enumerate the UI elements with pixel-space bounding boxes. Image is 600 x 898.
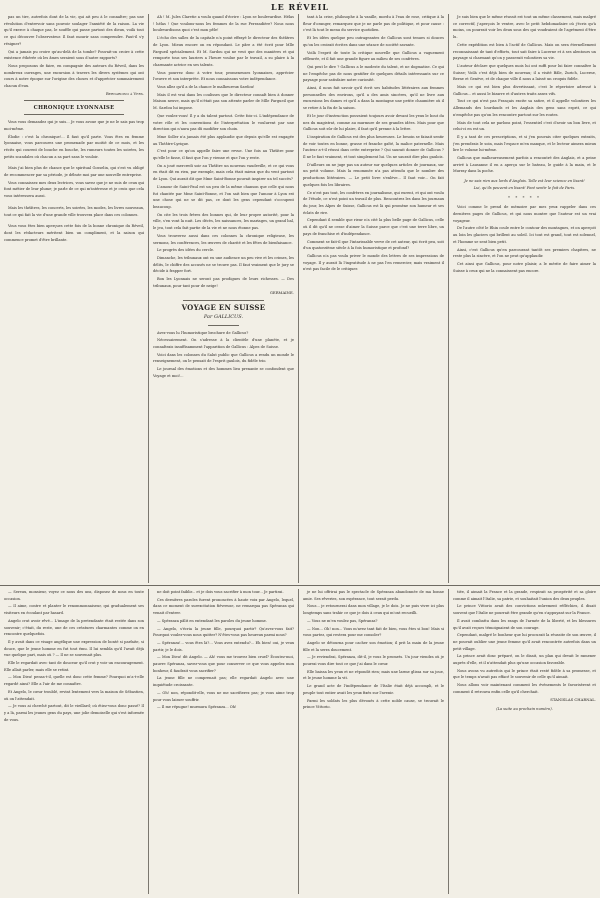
paragraph: Comment se fait-il que l'intarissable verve de cet auteur, qui écrit peu, soit d'un quatorzième siècle à la fois humoristique et profond? bbox=[303, 239, 444, 251]
paragraph: Il y avait dans ce visage angélique une expression de bonté si parfaite, si douce, que le jeune homme en fut tout ému. Il lui sembla qu'il l'avait déjà vue quelque part, mais où ? — Il ne se souvenait plus. bbox=[4, 639, 144, 658]
paragraph: Parmi les soldats les plus dévoués à cette noble cause, se trouvait le prince Vittorio. bbox=[303, 698, 444, 710]
column-rule bbox=[298, 14, 299, 583]
paragraph: Nous... je retournerai dans mon village, je le dois. Je ne puis vivre ici plus longtemps sans trahir ce que je dois à ceux qui m'ont recueilli. bbox=[303, 604, 444, 616]
paragraph: Cependant il semble que rieur n'a cité la plus belle page de Gallicus, celle où il dit qu'il ne cesse d'aimer la Suisse parce que c'est une terre libre, un pays de franchise et d'indépendance. bbox=[303, 218, 444, 236]
paragraph: On a joué mercredi soir au Théâtre un nouveau vaudeville, et ce qui vous en était dit en rien, par exemple, mais cela était mieux que du vent partout de Lyon. Qui aurait dit que Mme Saint-Bonne pouvait inspirer un tel succès? bbox=[153, 163, 294, 182]
paragraph: — Il me répugne! murmura Spéranza... Oh! bbox=[157, 705, 237, 710]
paragraph: Vous pourrez donc à votre tour, promeneuses lyonnaises, apprécier l'œuvre et son interprète. Et nous connaissons votre indépendance. bbox=[153, 70, 294, 82]
paragraph: — Oh! non, répondit-elle, vous ne me sacrifierez pas; je vous aime trop pour vous laisser souffrir. bbox=[153, 690, 294, 702]
paragraph: Et Angelo, le cœur troublé, revint lentement vers la maison de Sébastien, où on l'attendait. bbox=[4, 689, 144, 701]
paragraph: Ainsi, il nous fait savoir qu'il écrit ses habitudes littéraires aux femmes personnelles des environs, qu'il a des amis sincères, qu'il ne livre aux excursions les dames et qu'il a dans la montagne une petite chaumière où il se retire à la fin de la saison. bbox=[303, 86, 444, 111]
paragraph: Qui a jamais pu croire qu'au-delà de la tombe? Pouvait-on croire à cette existence éthérée où les âmes seraient sous d'autre rapports? bbox=[4, 49, 144, 61]
paragraph: Voici dans les colonnes du Salut public que Gallicus a rendu un monde le renseignement, on le pensait de l'esprit gaulois, du fidèle trio. bbox=[153, 352, 294, 364]
paragraph: D'ailleurs on ne juge pas un auteur sur quelques articles de journaux, sur un petit volume. Mais la renommée n'a pas attendu que le nombre des productions littéraires. — Le petit livre s'enlève... Il faut voir... On fait quelques fois les libraires. bbox=[303, 162, 444, 187]
column-rule bbox=[298, 589, 299, 894]
paragraph: La prince avait donc préparé, on le disait, un plan qui devait le ramener auprès d'elle, et il n'attendait plus qu'une occasion favorable. bbox=[453, 654, 596, 666]
paragraph: — Vous ne m'en voulez pas, Spéranza? bbox=[307, 618, 378, 623]
paragraph: — Spéranza!... vous êtes là?... Vous avez entendu?... Eh bien! oui, je veux partir, je le dois. bbox=[153, 640, 294, 652]
verse: Je ne sais rien aux lords d'Anglais. Telle est leur science en lisant! Lui, qu'ils peuvent en lisant! Font sentir le fait de Paris. bbox=[464, 179, 585, 190]
top-section bbox=[0, 14, 600, 583]
paragraph: Le grand acte de l'indépendance de l'Italie était déjà accompli, et le peuple tout entier avait les yeux fixés sur l'avenir. bbox=[303, 684, 444, 695]
top-column-4 bbox=[453, 14, 596, 583]
paragraph: Nous proposons de faire, en compagnie des auteurs du Réveil, dans les nombreux ouvrages, une excursion à travers les divers systèmes qui ont cours à notre époque sur l'origine des choses et d'apprécier sommairement chacun d'eux. bbox=[4, 63, 144, 89]
paragraph: — Non... Oh! non... Vous m'avez tant fait de bien, vous êtes si bon! Mais si vous partez, qui restera pour me consoler? bbox=[303, 626, 444, 638]
section-divider bbox=[0, 585, 600, 586]
top-column-1 bbox=[4, 14, 144, 583]
paragraph: Il y a tant de ces prescriptions, et si j'en pouvais citer quelques extraits, j'en prendrais le soin, mais l'espace m'en manque, et le lecteur aimera mieux lire le volume lui-même. bbox=[453, 134, 596, 153]
paragraph: Elle le regardait avec tant de douceur qu'il crut y voir un encouragement. Elle allait parler, mais elle se retint. bbox=[4, 661, 144, 672]
bottom-column-2 bbox=[153, 589, 294, 894]
column-rule bbox=[148, 14, 149, 583]
paragraph: Voilà l'esprit de toute la critique nouvelle que Gallicus a vaguement effleurée, et il fait une grande figure au milieu de ses confrères. bbox=[303, 50, 444, 62]
paragraph: Elle baissa les yeux et ne répondit rien; mais une larme glissa sur sa joue, et le jeune homme la vit. bbox=[303, 669, 444, 681]
paragraph: L'inspiration de Gallicus est des plus heureuses. Le besoin se faisait sentir de voir toutes en bonne, grasse et franche gaîté, la malice paternelle. Mais l'auteur a-t-il réussi dans cette entreprise ? Qui saurait donner de Gallicus ? Il ne le faut vraiment, et tout simplement lui. Un ne saurait dire plus gaulois. bbox=[303, 134, 444, 160]
paragraph: Ce n'est pas tout, les confrères en journalisme, qui eurent, et qui ont voulu de l'étude, ce n'est point un travail de plus. Rencontrez les dans les journaux du jour, les Alpes de Suisse, Gallicus est là qui promène son humeur et ses éclats de rire. bbox=[303, 190, 444, 215]
paragraph: On cite les trois frères des bonnes qui, de leur propre autorité, pour la ville, s'en vont la nuit. Les décès, les naissances, les mariages, un grand bal, le jeu, tout cela fait partie de la vie et ne nous étonne pas. bbox=[153, 212, 294, 231]
paragraph: — Mon Dieu! pensa-t-il, quelle est donc cette femme? Pourquoi m'a-t-elle regardé ainsi? Elle a l'air de me connaître. bbox=[4, 675, 144, 687]
paragraph: Vous vous êtes bien aperçues cette fois de la bonne chronique du Réveil, dont les rédacteurs méritent bien un compliment, et la saison qui commence promet d'être brillante. bbox=[4, 224, 144, 242]
paragraph: Angelo se détourna pour cacher son émotion; il prit la main de la jeune fille et la serra doucement. bbox=[303, 640, 444, 652]
paragraph: Tout ce qui n'est pas Français excite sa satire, et il appelle volontiers les Allemands des lourdauds et les Anglais des gens sans esprit, ce qui n'empêche pas qu'on les rencontre partout sur les routes. bbox=[453, 99, 596, 117]
paragraph: Que voulez-vous! Il y a du talent partout. Cette fois-ci. L'indépendance de votre rôle et les conventions de l'interprétation le voulurent par une direction qui n'aura pas dû modifier son choix. bbox=[153, 113, 294, 132]
paragraph: Ainsi, c'est Gallicus qu'en parcourant tantôt ses premiers chapitres, ne reste plus la sincère, et l'on ne peut qu'applaudir. bbox=[453, 247, 596, 259]
paragraph: L'amour de Saint-Paul est un peu de la même chanson que celle qui nous fut chantée par Mme Saint-Bonne, et l'on sait bien que l'amour à Lyon est une chose qui ne se dit pas, ce dont les gens cependant s'occupent beaucoup. bbox=[153, 184, 294, 209]
paragraph: Vous vous demandez qui je suis... Je vous avoue que je ne le sais pas trop moi-même. bbox=[4, 120, 144, 131]
paragraph: Bon les Lyonnais ne seront pas prodigues de leurs richesses. — Des tribunaux, pour tant pour de neige! bbox=[153, 277, 294, 288]
paragraph: Vous trouverez aussi dans ces colonnes la chronique religieuse, les sermons, les conférences, les œuvres de charité et les fêtes de bienfaisance. bbox=[153, 233, 294, 245]
paragraph: Et les idées quelque peu outrageantes de Gallicus sont tenues si douces qu'on les croirait écrites dans une séance de société savante. bbox=[303, 36, 444, 47]
separator bbox=[24, 100, 124, 101]
section-subhead: Par GALLICUS. bbox=[203, 313, 244, 320]
bottom-column-3 bbox=[303, 589, 444, 894]
paragraph: — Je vous ai cherché partout, dit le vieillard; où étiez-vous donc passé? Il y a là, parmi les jeunes gens du pays, une jolie demoiselle qui s'est informée de vous. bbox=[4, 704, 144, 722]
paragraph: tiée, il aimait la France et la grande, respirait sa prospérité et sa gloire comme il aimait l'Italie, sa patrie, et souhaitait l'union des deux peuples. bbox=[453, 590, 596, 601]
column-rule bbox=[448, 14, 449, 583]
paragraph: De l'autre côté le Rhin coule entre le contour des montagnes, et on aperçoit au loin les glaciers qui brillent au soleil. Ici tout est grand, tout est solennel, et l'homme se sent bien petit. bbox=[453, 226, 596, 244]
top-column-3 bbox=[303, 14, 444, 583]
paragraph: tant à la crise, philosophe à la vanille, mordu à l'eau de rose, critique à la fleur d'oranger, remarquez que je ne parle pas de politique, et pour cause : c'est là tout le menu du service quotidien. bbox=[303, 15, 444, 33]
paragraph: ne doit point faiblir... et je dois vous sacrifier à mon tour... Je partirai. bbox=[157, 590, 284, 594]
paragraph: Le prince Vittorio avait des convictions mûrement réfléchies, il disait souvent que l'Italie ne pourrait être grande qu'en s'appuyant sur la France. bbox=[453, 604, 596, 616]
column-rule bbox=[448, 589, 449, 894]
paragraph: Il avait combattu dans les rangs de l'armée de la liberté, et les blessures qu'il avait reçues témoignaient de son courage. bbox=[453, 618, 596, 630]
paragraph: Vous connaissez mes deux lectrices, vous savez que je ne suis de ceux qui font métier de leur plume; je parle de ce qui m'intéresse et je crois que cela vous intéressera aussi. bbox=[4, 180, 144, 199]
paragraph: Le progrès des idées du cercle. bbox=[157, 248, 215, 253]
separator bbox=[183, 300, 264, 301]
paragraph: Élodie : c'est la chronique!... Il faut qu'il parte. Vous êtes en femme lyonnaise, vous parcourez une promenade par moitié de ce mois, et les récits qui courent de bouche en bouche, les rumeurs toutes les soirées, les petits scandales où chacun a sa part sans le vouloir. bbox=[4, 134, 144, 159]
signature: Bernardino à Vers. bbox=[106, 90, 144, 96]
paragraph: Gallicus n'a pas voulu priver le monde des lettres de ses impressions de voyage. Il y aurait là l'ingratitude à ne pas l'en remercier, mais vraiment il n'est pas facile de le critiquer. bbox=[303, 253, 444, 272]
paragraph: Cet ainsi que Gallicus, pour notre plaisir, a le mérite de faire aimer la Suisse à ceux qui ne la connaissent pas encore. bbox=[453, 261, 596, 273]
paragraph: je ne lui offrirai pas le spectacle de Spéranza abandonnée de ma bonne amie. Ses rêveries, son espérance, tout serait perdu. bbox=[303, 590, 444, 601]
paragraph: L'écho des salles de la capitale n'a point effrayé le directeur des théâtres de Lyon. Mieux encore on en répondant. Le pâre a été écrit pour Mlle Fargueil spécialement. Et M. Sardou qui ne veut que des manières et qui remporte tous ses lauriers a l'heure voulue par le travail, a su plaire à la charmante actrice en ses talents. bbox=[153, 36, 294, 67]
separator bbox=[208, 325, 239, 326]
paragraph: Le journal des émotions et des hommes lieu prenante se confondent que Voyage et moi!... bbox=[153, 367, 294, 378]
bottom-column-1 bbox=[4, 589, 144, 894]
paragraph: Mais de tout cela ne parlons point, l'essentiel c'est d'avoir un bon livre, et celui-ci en est un. bbox=[453, 120, 596, 132]
paragraph: Nous allons voir maintenant comment les événements le favorisèrent et comment il retrouva enfin celle qu'il cherchait. bbox=[453, 683, 596, 694]
paragraph: Je suis bien que le même réussit est tout un même classement, mais malgré ce correctif, j'aperçois le ventre, avec le petit hebdomadaire où j'écris qu'à moins, on pourrait voir les deux sous des qui voudraient de l'agrément d'être lu. bbox=[453, 15, 596, 40]
paragraph: Voici comme le prend de mémoire par mes yeux rappeler dans ces dernières pages de Gallicus, et qui nous montre que l'auteur est un vrai voyageur. bbox=[453, 205, 596, 223]
masthead-title: LE RÉVEIL bbox=[271, 2, 329, 12]
separator bbox=[24, 114, 124, 115]
paragraph: Gallicus que malheureusement parfois a rencontré des Anglais, et a peine arrivé à Lausanne il en a aperçu sur le bateau, le guide à la main, et le Murray dans la poche. bbox=[453, 156, 596, 174]
paragraph: Mais les théâtres, les concerts, les soirées, les modes, les livres nouveaux, tout ce qui fait la vie d'une grande ville trouvera place dans ces colonnes. bbox=[4, 205, 144, 217]
paragraph: — Mon Dieu! dit Angelo. — Ah! vous me trouvez bien cruel? Écoutez-moi, pauvre Spéranza, savez-vous que pour conserver ce que vous appelez mon bonheur, il faudrait vous sacrifier? bbox=[153, 655, 294, 673]
paragraph: Dimanche, les tribunaux ont eu une audience un peu vive et les crimes, les délits, le chiffre des accusés ne se trouve pas. Il faut vraiment que le jury se décide à frapper fort. bbox=[153, 255, 294, 274]
paragraph: Cependant, malgré le bonheur que lui procurait la réussite de son œuvre, il ne pouvait oublier une jeune femme qu'il avait rencontrée autrefois dans un petit village. bbox=[453, 633, 596, 651]
paragraph: Ah ! M. Jules Claretie a voulu quand d'écrire : Lyon se boulevardise. Hélas ! hélas ! Que voulons-nous les femmes de la rue Ferrandière? Nous nous boulevardisons quoi c'est mon pêle! bbox=[153, 15, 294, 33]
paragraph: — Spéranza pâlit en entendant les paroles du jeune homme. bbox=[157, 618, 267, 623]
continuation-note: (La suite au prochain numéro). bbox=[496, 707, 553, 712]
ornament: * * * * * bbox=[507, 194, 542, 200]
paragraph: Mme Soller n'a jamais été plus applaudie que depuis qu'elle est engagée au Théâtre-Lyrique. bbox=[153, 134, 294, 146]
paragraph: Nous avons vu autrefois qui le prince était resté fidèle à sa promesse, et que le temps n'avait pas effacé le souvenir de celle qu'il aimait. bbox=[453, 668, 596, 680]
paragraph: Angelo crut avoir rêvé... L'image de la pretendante était restée dans son souvenir; c'était, du reste, une de ces créatures charmantes comme on en rencontre quelquefois. bbox=[4, 618, 144, 637]
paragraph: Vous allez qu'il a de la chance le malheureux Sardou! bbox=[157, 85, 255, 90]
section-headline: CHRONIQUE LYONNAISE bbox=[33, 105, 115, 112]
paragraph: pas un tire, autrefois dont de la vie, qui ait peu à le connaître; pas une révolution d'entrevoir sans pouvoir soulager l'anxiété de la raison. La vie qu'il exerce à chaque pas, le souffle qui passe partout des dieux, voilà tout ce qui découvre l'observateur. Il faut mourir sans comprendre. Faut-il s'y résigner? bbox=[4, 15, 144, 46]
paragraph: L'auteur déclare que quelques mois lui ont suffi pour lui faire connaître la Suisse; Voilà c'est déjà bien de nouveau; il a visité Bâle, Zurich, Lucerne, Berne et Genève, et de chaque ville il nous a laissé un croquis fidèle. bbox=[453, 63, 596, 82]
paragraph: Avez-vous lu l'humoristique brochure de Gallicus? bbox=[157, 330, 249, 335]
paragraph: Mais j'ai bien plus de chance que le spiritual Gosselin, qui s'est vu obligé de recommencer par sa période, je débute moi par une nouvelle entreprise. bbox=[4, 166, 144, 178]
top-column-2 bbox=[153, 14, 294, 583]
paragraph: Mais il est vrai dans les coulisses que le directeur connaît bien à donner Maison neuve, mais qu'il n'était pas son attente parler de Mlle Fargueil que M. Sardou lui impose. bbox=[153, 92, 294, 111]
bottom-column-4 bbox=[453, 589, 596, 894]
paragraph: C'est pour ce qu'on appelle faire une revue. Une fois au Théâtre pour qu'elle le fasse, il faut que l'on y vienne et que l'on y reste. bbox=[153, 149, 294, 161]
paragraph: Et le jour d'instruction pouvaient toujours avoir devant les yeux le bout du nez du magistrat, comme au murmure de ses grandes idées. Mais pour que Gallicus soit sûr de lui plaire, il faut qu'il prenne à la lettre. bbox=[303, 113, 444, 132]
paragraph: — Sereux, monsieur, voyez ce nous des uns, disposez de nous en toute occasion. bbox=[4, 590, 144, 601]
paragraph: — Je reviendrai, Spéranza, dit-il, je vous le promets. Un jour viendra où je pourrai vous dire tout ce que j'ai dans le cœur. bbox=[303, 655, 444, 667]
paragraph: Cette expédition est bien à l'actif de Gallicus. Mais on sera éternellement reconnaissant de tant d'efforts, tout sait faire à Lucerne et à ses alentours un paysage si charmant qu'on y passerait volontiers sa vie. bbox=[453, 42, 596, 61]
paragraph: Qui peut le dire ? Gallicus a le modeste du talent, et ne dogmatise. Ce qui ne l'empêche pas de nous gratifier de quelques détails intéressants sur ce paysage pour satisfaire notre curiosité. bbox=[303, 64, 444, 83]
paragraph: Nécessairement. On s'adresse à la clientèle d'une planète, et je connaîtrais insuffisamment l'apparition de Gallicus : Alpes de Suisse. bbox=[153, 338, 294, 349]
paragraph: La jeune fille ne comprenait pas; elle regardait Angelo avec une inquiétude croissante. bbox=[153, 676, 294, 688]
paragraph: Ces dernières paroles furent prononcées à haute voix par Angelo, lequel, dans ce moment de surexcitation fiévreuse, ne remarqua pas Spéranza qui venait d'entrer. bbox=[153, 597, 294, 616]
masthead bbox=[0, 2, 600, 14]
bottom-section bbox=[0, 589, 600, 894]
paragraph: Mais ce qui est bien plus divertissant, c'est le répertoire adressé à Gallicus... et aussi le bizarre et d'autres traits assez vifs. bbox=[453, 85, 596, 96]
signature: GERMAINE. bbox=[269, 290, 294, 296]
column-rule bbox=[148, 589, 149, 894]
signature: STANISLAS CHARNAL. bbox=[550, 696, 596, 702]
section-headline: VOYAGE EN SUISSE bbox=[181, 303, 266, 313]
paragraph: — Angelo, s'écria la jeune fille, pourquoi partir? Qu'avez-vous fait? Pourquoi voulez-vous nous quitter? N'êtes-vous pas heureux parmi nous? bbox=[153, 626, 294, 638]
paragraph: — Il aime, contre et planter le renommonnaiseur, qui gradualement ses visiteurs en écoulant par hasard. bbox=[4, 604, 144, 616]
